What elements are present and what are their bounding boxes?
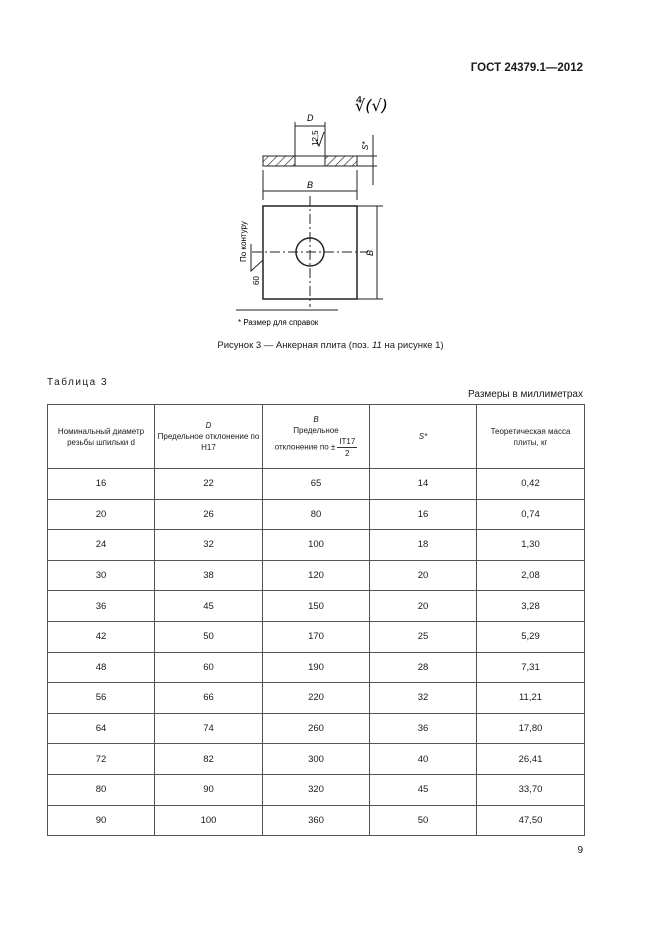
table-cell: 22: [155, 469, 263, 500]
table-cell: 32: [370, 683, 477, 714]
table-cell: 150: [263, 591, 370, 622]
table-row: [48, 499, 585, 530]
table-cell: 50: [155, 621, 263, 652]
table-cell: 260: [263, 713, 370, 744]
header-S: S*: [370, 405, 477, 469]
table-cell: 3,28: [477, 591, 585, 622]
table-cell: 220: [263, 683, 370, 714]
table-cell: 5,29: [477, 621, 585, 652]
table-cell: 56: [48, 683, 155, 714]
header-nominal-diameter: Номинальный диаметр резьбы шпильки d: [48, 405, 155, 469]
section-view: [263, 122, 377, 200]
page-number: 9: [577, 845, 583, 856]
table-cell: 66: [155, 683, 263, 714]
label-angle: 60: [252, 276, 261, 285]
plan-view: [236, 196, 383, 310]
table-cell: 18: [370, 530, 477, 561]
table-cell: 14: [370, 469, 477, 500]
table-cell: 20: [370, 560, 477, 591]
table-cell: 2,08: [477, 560, 585, 591]
table-cell: 64: [48, 713, 155, 744]
label-D: D: [307, 113, 314, 123]
table-row: [48, 530, 585, 561]
table-cell: 36: [370, 713, 477, 744]
table-cell: 30: [48, 560, 155, 591]
table-cell: 82: [155, 744, 263, 775]
table-cell: 11,21: [477, 683, 585, 714]
table-cell: 80: [48, 774, 155, 805]
table-cell: 74: [155, 713, 263, 744]
table-cell: 100: [155, 805, 263, 836]
table-cell: 16: [370, 499, 477, 530]
table-cell: 190: [263, 652, 370, 683]
table-cell: 80: [263, 499, 370, 530]
table-cell: 360: [263, 805, 370, 836]
anchor-plate-drawing: [0, 0, 661, 335]
table-row: [48, 744, 585, 775]
label-roughness: 12,5: [311, 130, 320, 146]
table-cell: 20: [370, 591, 477, 622]
table-label: Таблица 3: [47, 377, 109, 388]
table-cell: 7,31: [477, 652, 585, 683]
table-row: [48, 621, 585, 652]
table-units: Размеры в миллиметрах: [468, 389, 583, 400]
roughness-symbol: ∜(√): [355, 96, 388, 115]
table-cell: 60: [155, 652, 263, 683]
table-cell: 33,70: [477, 774, 585, 805]
table-cell: 90: [155, 774, 263, 805]
document-code: ГОСТ 24379.1—2012: [470, 62, 583, 74]
table-cell: 45: [370, 774, 477, 805]
table-cell: 40: [370, 744, 477, 775]
header-B: B Предельное отклонение по ± $\frac{IT17}{2}$: [263, 405, 370, 469]
table-cell: 16: [48, 469, 155, 500]
label-B-top: B: [307, 180, 314, 190]
table-row: [48, 774, 585, 805]
table-cell: 26,41: [477, 744, 585, 775]
header-D: D Предельное отклонение по Н17: [155, 405, 263, 469]
table-cell: 0,74: [477, 499, 585, 530]
table-cell: 1,30: [477, 530, 585, 561]
label-B-side: B: [365, 249, 375, 256]
table-row: [48, 560, 585, 591]
table-cell: 90: [48, 805, 155, 836]
table-row: [48, 652, 585, 683]
table-cell: 28: [370, 652, 477, 683]
drawing-footnote: * Размер для справок: [238, 318, 319, 327]
table-cell: 47,50: [477, 805, 585, 836]
table-cell: 300: [263, 744, 370, 775]
table-cell: 100: [263, 530, 370, 561]
table-cell: 72: [48, 744, 155, 775]
figure-caption: Рисунок 3 — Анкерная плита (поз. 11 на рисунке 1): [217, 340, 444, 351]
table-cell: 120: [263, 560, 370, 591]
table-row: [48, 713, 585, 744]
table-cell: 26: [155, 499, 263, 530]
table-row: [48, 683, 585, 714]
table-cell: 17,80: [477, 713, 585, 744]
header-mass: Теоретическая масса плиты, кг: [477, 405, 585, 469]
table-cell: 50: [370, 805, 477, 836]
table-cell: 0,42: [477, 469, 585, 500]
table-cell: 48: [48, 652, 155, 683]
table-cell: 38: [155, 560, 263, 591]
table-cell: 320: [263, 774, 370, 805]
table-row: [48, 805, 585, 836]
table-cell: 24: [48, 530, 155, 561]
label-S: S*: [361, 141, 370, 150]
label-contour: По контуру: [239, 221, 248, 262]
dimensions-table: [47, 404, 585, 836]
table-cell: 36: [48, 591, 155, 622]
table-cell: 170: [263, 621, 370, 652]
table-cell: 20: [48, 499, 155, 530]
table-row: [48, 469, 585, 500]
table-row: [48, 591, 585, 622]
table-cell: 32: [155, 530, 263, 561]
table-cell: 45: [155, 591, 263, 622]
table-cell: 25: [370, 621, 477, 652]
table-cell: 42: [48, 621, 155, 652]
table-cell: 65: [263, 469, 370, 500]
